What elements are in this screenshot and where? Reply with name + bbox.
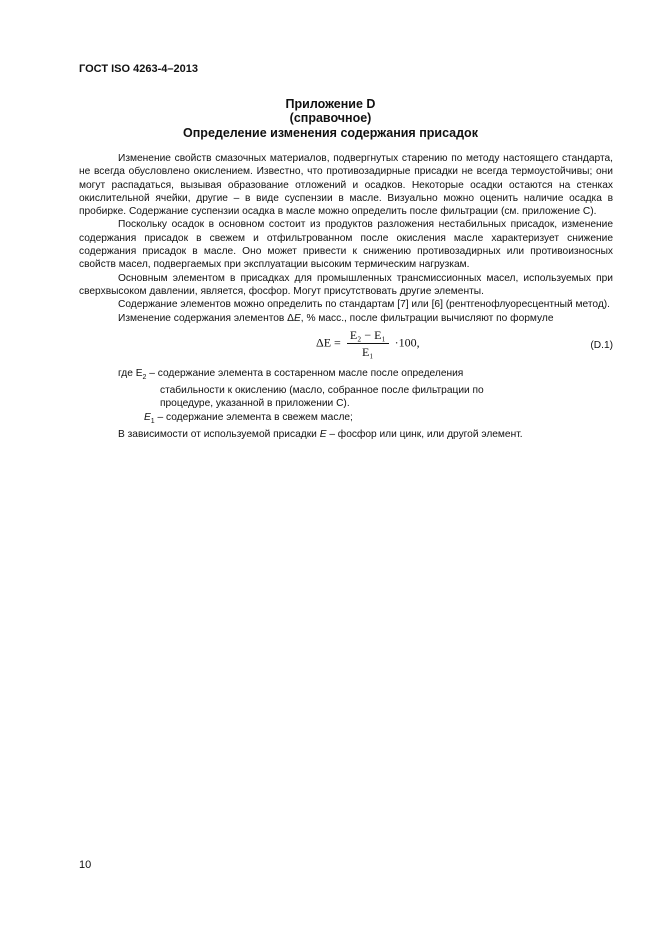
definition-e1: $E_1$ – содержание элемента в свежем масле; xyxy=(144,411,353,425)
closing-sentence: В зависимости от используемой присадки E – фосфор или цинк, или другой элемент. xyxy=(118,429,523,441)
formula-denominator: E₁ xyxy=(361,344,374,359)
paragraph-1: Изменение свойств смазочных материалов, подвергнутых старению по методу настоящего стандарта, не всегда обусловлено окислением. Известно, что противозадирные присадки не всегда термоустойчивы; они могут распадаться, вызывая образование отложений и осадков. Некоторые осадки остаются на стенках окислительной ячейки, другие – в виде суспензии в масле. Визуально можно оценить наличие осадка в пробирке. Содержание суспензии осадка в масле можно определить после фильтрации (см. приложение С). xyxy=(79,153,613,218)
equation-number: (D.1) xyxy=(590,339,613,351)
formula-numerator: E₂ − E₁ xyxy=(347,327,389,344)
annex-status: (справочное) xyxy=(289,111,372,125)
annex-body xyxy=(79,152,613,441)
paragraph-2: Поскольку осадок в основном состоит из продуктов разложения нестабильных присадок, изменение содержания присадок в свежем и отфильтрованном после окисления масле характеризует снижение содержания присадок в масле. Оно может привести к снижению противозадирных или противоизносных свойств масел, подвергаемых при эксплуатации высоким термическим нагрузкам. xyxy=(79,219,613,271)
paragraph-4: Содержание элементов можно определить по стандартам [7] или [6] (рентгенофлуоресцентный метод). xyxy=(118,299,610,311)
definitions xyxy=(79,367,613,442)
formula-d1 xyxy=(316,327,420,360)
annex-heading: Определение изменения содержания присадок xyxy=(183,126,478,140)
formula-lhs: ΔE = xyxy=(316,335,341,350)
definition-e2-cont-1: стабильности к окислению (масло, собранное после фильтрации по xyxy=(160,385,484,397)
annex-title: Приложение D xyxy=(285,97,376,111)
definition-e2-cont-2: процедуре, указанной в приложении С). xyxy=(160,398,350,410)
formula-intro: Изменение содержания элементов ΔE, % масс., после фильтрации вычисляют по формуле xyxy=(118,312,554,324)
page-number: 10 xyxy=(79,859,92,871)
definition-e2: где $E_2$ – содержание элемента в состаренном масле после определения xyxy=(118,367,464,381)
formula-fraction xyxy=(347,327,389,360)
paragraph-3: Основным элементом в присадках для промышленных трансмиссионных масел, используемых при сверхвысоком давлении, является, фосфор. Могут присутствовать другие элементы. xyxy=(79,272,613,297)
formula-block xyxy=(79,327,613,367)
formula-tail: ·100, xyxy=(394,335,420,350)
standard-designation: ГОСТ ISO 4263-4–2013 xyxy=(79,63,198,75)
